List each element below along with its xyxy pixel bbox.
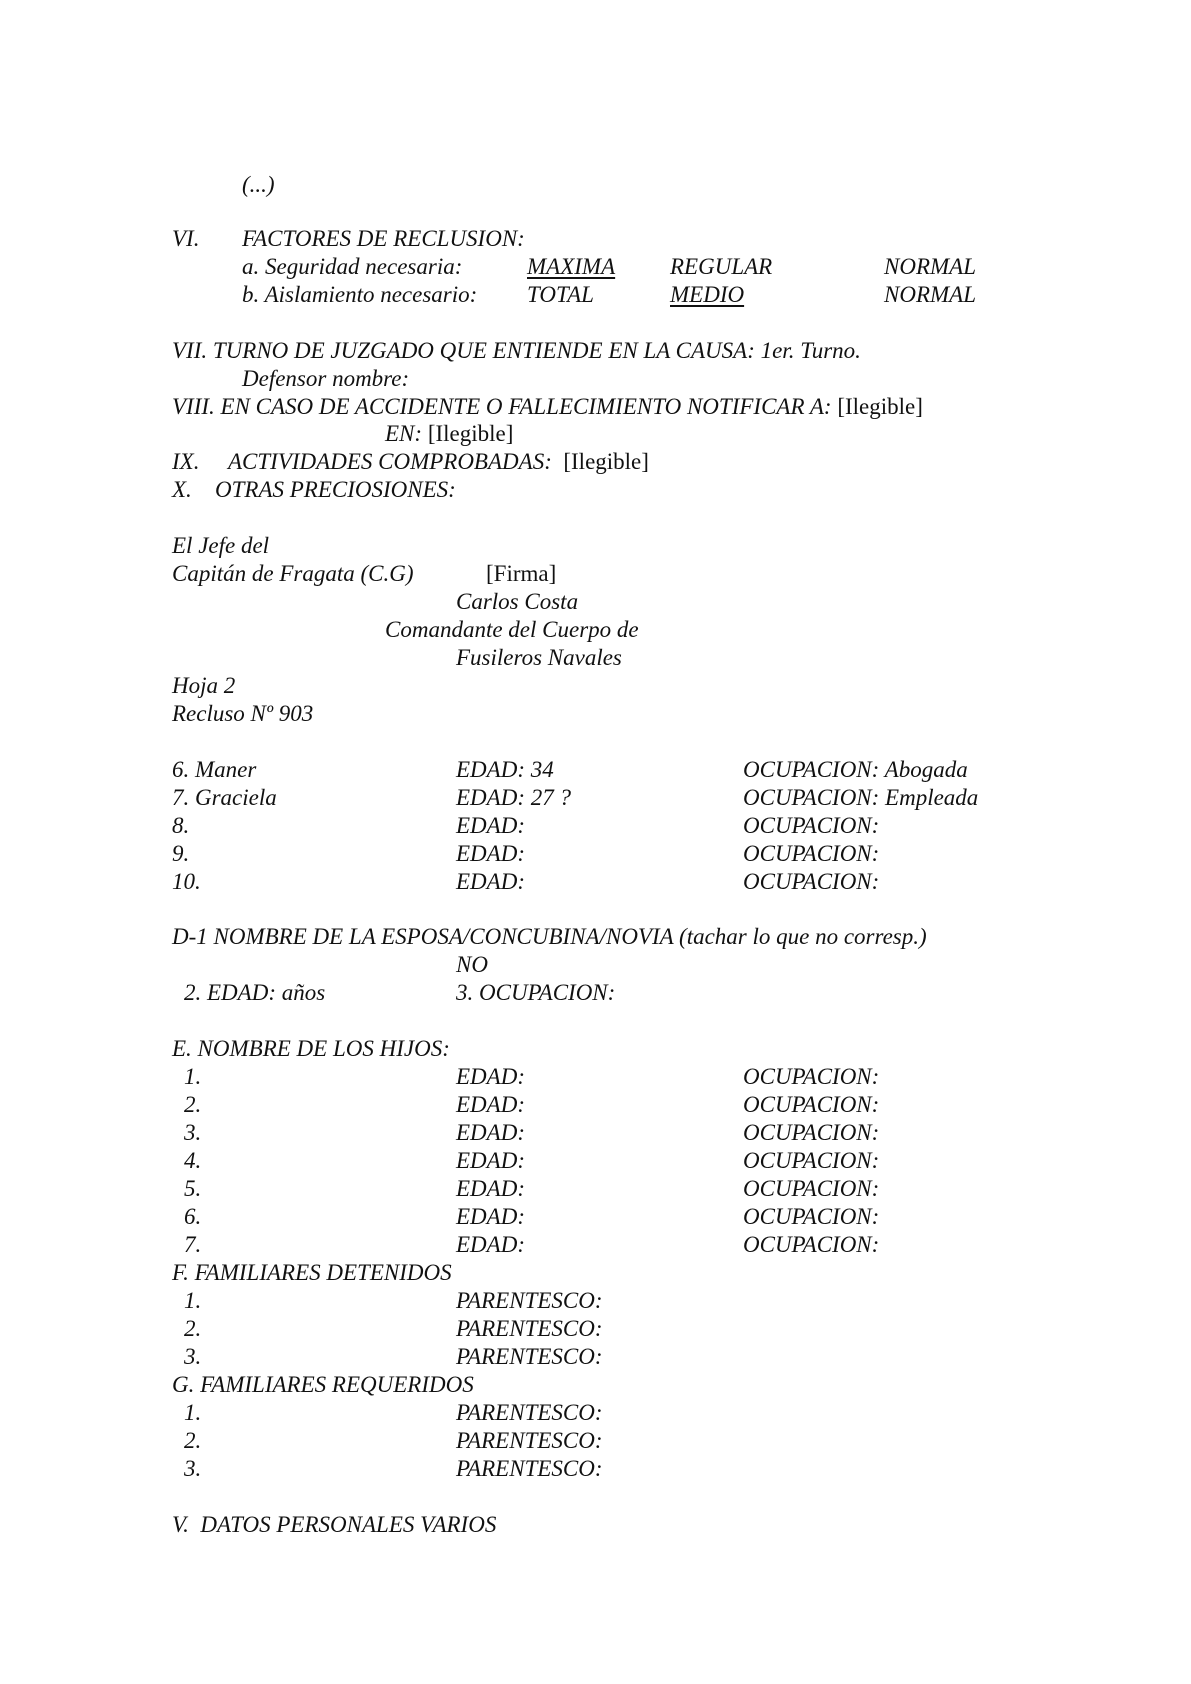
wanted-relative-number: 1. <box>184 1400 202 1425</box>
section-e-title: E. NOMBRE DE LOS HIJOS: <box>172 1036 450 1061</box>
child-number: 1. <box>184 1064 202 1089</box>
child-number: 3. <box>184 1120 202 1145</box>
detained-relative-number: 3. <box>184 1344 202 1369</box>
section-viii-value: [Ilegible] <box>837 394 923 419</box>
signatory-name: Carlos Costa <box>456 589 579 614</box>
wanted-relative-parentesco: PARENTESCO: <box>456 1456 603 1481</box>
detained-relative-number: 1. <box>184 1288 202 1313</box>
child-ocupacion: OCUPACION: <box>743 1232 880 1257</box>
sibling-ocupacion: OCUPACION: <box>743 869 880 894</box>
section-x-number: X. <box>172 477 192 502</box>
child-ocupacion: OCUPACION: <box>743 1176 880 1201</box>
child-edad: EDAD: <box>456 1232 525 1257</box>
section-x-label: OTRAS PRECIOSIONES: <box>215 477 456 502</box>
child-ocupacion: OCUPACION: <box>743 1148 880 1173</box>
child-ocupacion: OCUPACION: <box>743 1064 880 1089</box>
signatory-title-line-1: Comandante del Cuerpo de <box>385 617 639 642</box>
sibling-name: 6. Maner <box>172 757 257 782</box>
wanted-relative-parentesco: PARENTESCO: <box>456 1400 603 1425</box>
ellipsis: (...) <box>242 172 275 197</box>
seguridad-label: a. Seguridad necesaria: <box>242 254 463 279</box>
sibling-name: 9. <box>172 841 190 866</box>
spouse-answer: NO <box>456 952 488 977</box>
child-ocupacion: OCUPACION: <box>743 1204 880 1229</box>
sibling-edad: EDAD: 34 <box>456 757 554 782</box>
sibling-edad: EDAD: <box>456 841 525 866</box>
sibling-name: 10. <box>172 869 201 894</box>
section-viii-en-line <box>385 421 513 447</box>
section-vi-title: FACTORES DE RECLUSION: <box>242 226 525 251</box>
actividades-value: [Ilegible] <box>563 449 649 474</box>
sibling-ocupacion: OCUPACION: Abogada <box>743 757 968 782</box>
detained-relative-parentesco: PARENTESCO: <box>456 1344 603 1369</box>
wanted-relative-number: 3. <box>184 1456 202 1481</box>
wanted-relative-number: 2. <box>184 1428 202 1453</box>
en-label: EN: <box>385 421 423 446</box>
section-v-title: V. DATOS PERSONALES VARIOS <box>172 1512 497 1537</box>
child-ocupacion: OCUPACION: <box>743 1092 880 1117</box>
seguridad-option-normal: NORMAL <box>884 254 976 279</box>
detained-relative-parentesco: PARENTESCO: <box>456 1316 603 1341</box>
aislamiento-option-total: TOTAL <box>527 282 594 307</box>
child-number: 6. <box>184 1204 202 1229</box>
section-g-title: G. FAMILIARES REQUERIDOS <box>172 1372 474 1397</box>
section-viii-line <box>172 394 923 420</box>
child-number: 4. <box>184 1148 202 1173</box>
wanted-relative-parentesco: PARENTESCO: <box>456 1428 603 1453</box>
child-ocupacion: OCUPACION: <box>743 1120 880 1145</box>
section-viii-label: VIII. EN CASO DE ACCIDENTE O FALLECIMIENTO NOTIFICAR A: <box>172 394 832 419</box>
signature-placeholder: [Firma] <box>486 561 557 586</box>
section-d1-line: D-1 NOMBRE DE LA ESPOSA/CONCUBINA/NOVIA (tachar lo que no corresp.) <box>172 924 927 949</box>
sibling-ocupacion: OCUPACION: <box>743 841 880 866</box>
child-number: 5. <box>184 1176 202 1201</box>
seguridad-option-maxima: MAXIMA <box>527 254 616 279</box>
child-number: 2. <box>184 1092 202 1117</box>
rank-label: Capitán de Fragata (C.G) <box>172 561 414 586</box>
aislamiento-option-normal: NORMAL <box>884 282 976 307</box>
section-ix-number: IX. <box>172 449 200 474</box>
sibling-name: 8. <box>172 813 190 838</box>
section-f-title: F. FAMILIARES DETENIDOS <box>172 1260 452 1285</box>
child-edad: EDAD: <box>456 1148 525 1173</box>
aislamiento-label: b. Aislamiento necesario: <box>242 282 478 307</box>
child-number: 7. <box>184 1232 202 1257</box>
child-edad: EDAD: <box>456 1120 525 1145</box>
sibling-edad: EDAD: 27 ? <box>456 785 571 810</box>
sibling-edad: EDAD: <box>456 813 525 838</box>
sibling-ocupacion: OCUPACION: <box>743 813 880 838</box>
signatory-title-line-2: Fusileros Navales <box>456 645 622 670</box>
jefe-label: El Jefe del <box>172 533 270 558</box>
section-vii-line: VII. TURNO DE JUZGADO QUE ENTIENDE EN LA CAUSA: 1er. Turno. <box>172 338 861 363</box>
sheet-number: Hoja 2 <box>172 673 236 698</box>
sibling-edad: EDAD: <box>456 869 525 894</box>
child-edad: EDAD: <box>456 1204 525 1229</box>
detained-relative-parentesco: PARENTESCO: <box>456 1288 603 1313</box>
aislamiento-option-medio: MEDIO <box>670 282 745 307</box>
child-edad: EDAD: <box>456 1176 525 1201</box>
section-ix-line <box>228 449 649 475</box>
child-edad: EDAD: <box>456 1092 525 1117</box>
defensor-label: Defensor nombre: <box>242 366 410 391</box>
child-edad: EDAD: <box>456 1064 525 1089</box>
seguridad-option-regular: REGULAR <box>670 254 773 279</box>
en-value: [Ilegible] <box>427 421 514 446</box>
spouse-ocupacion: 3. OCUPACION: <box>456 980 616 1005</box>
spouse-edad: 2. EDAD: años <box>184 980 326 1005</box>
prisoner-number: Recluso Nº 903 <box>172 701 314 726</box>
section-vi-number: VI. <box>172 226 200 251</box>
sibling-ocupacion: OCUPACION: Empleada <box>743 785 979 810</box>
actividades-label: ACTIVIDADES COMPROBADAS: <box>228 449 552 474</box>
detained-relative-number: 2. <box>184 1316 202 1341</box>
sibling-name: 7. Graciela <box>172 785 277 810</box>
